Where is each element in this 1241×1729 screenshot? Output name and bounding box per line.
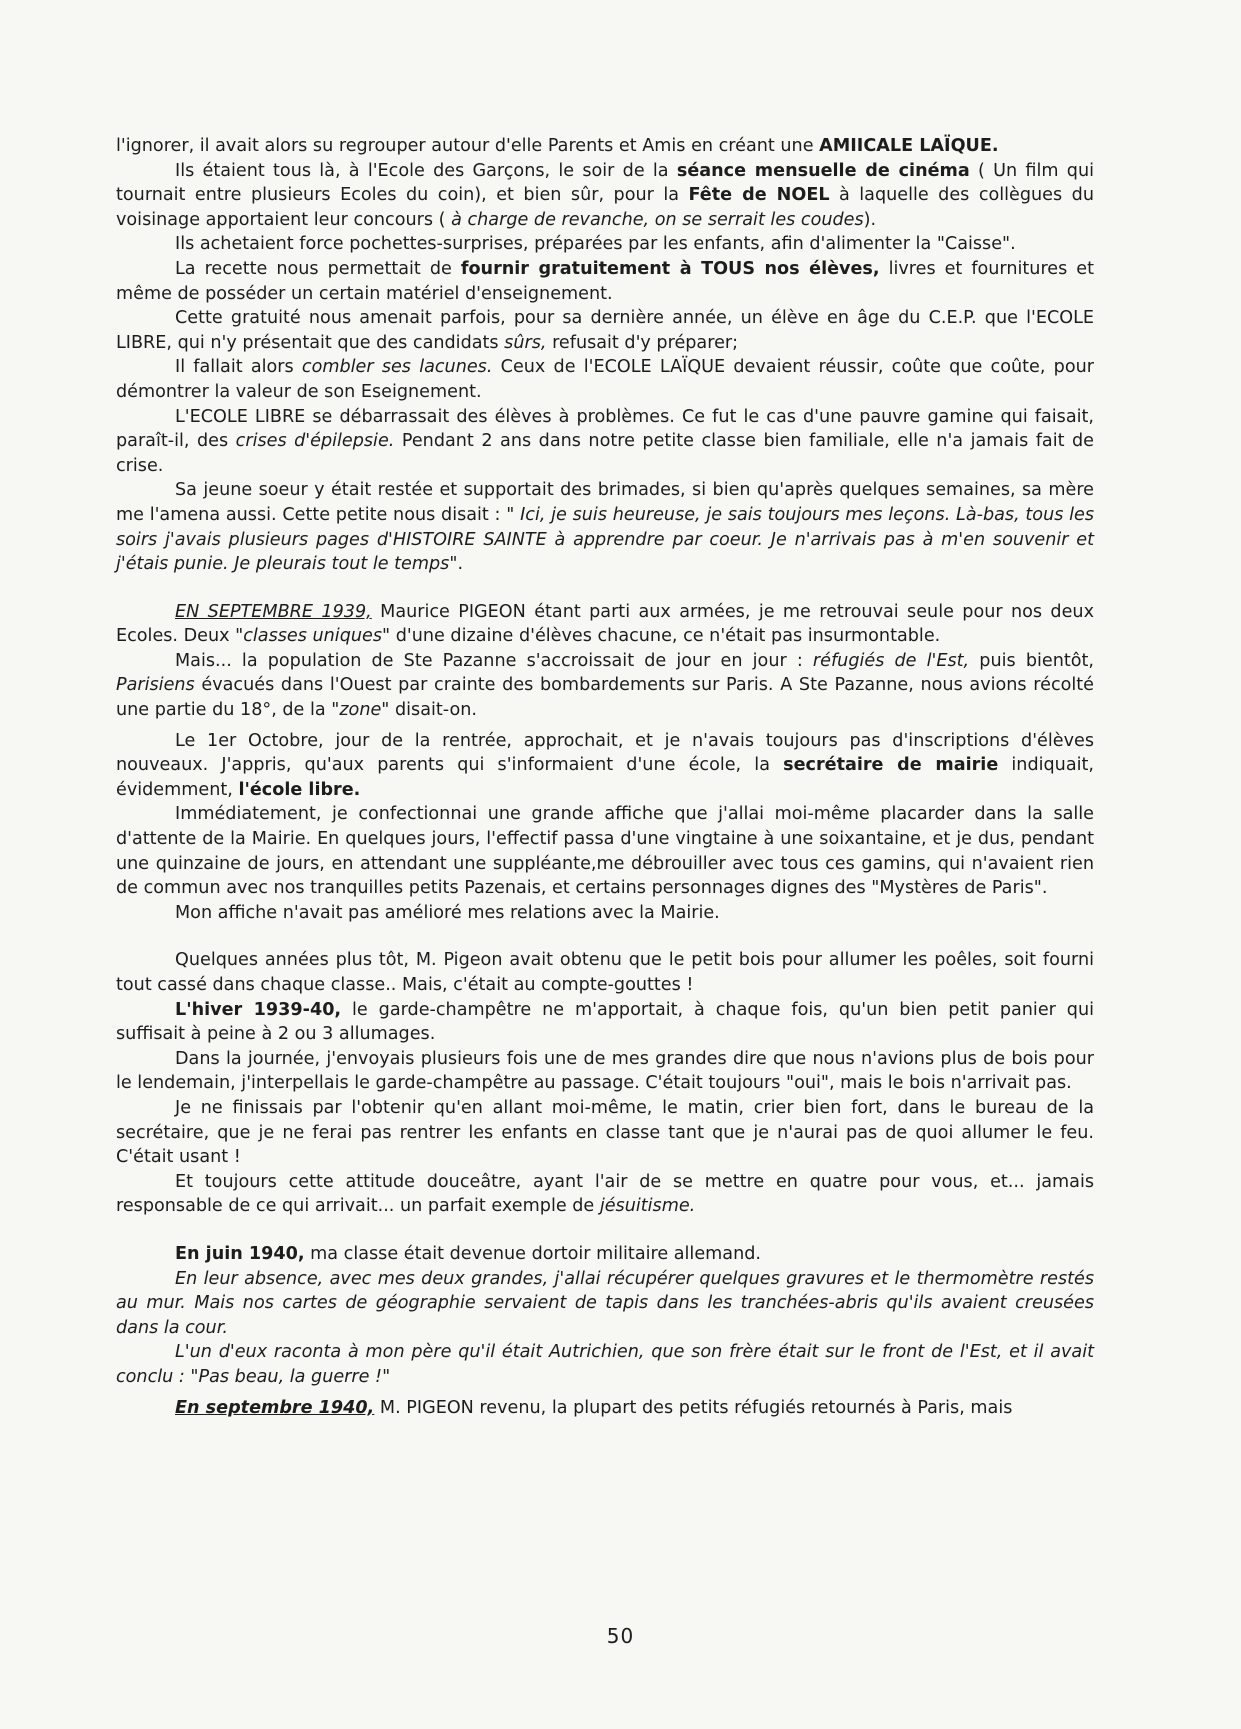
paragraph: Et toujours cette attitude douceâtre, ayant l'air de se mettre en quatre pour vous, et... jamais responsable de ce qui arrivait... un parfait exemple de jésuitisme. — [116, 1171, 1094, 1217]
paragraph: Il fallait alors combler ses lacunes. Ceux de l'ECOLE LAÏQUE devaient réussir, coûte que coûte, pour démontrer la valeur de son Eseignement. — [116, 357, 1094, 402]
paragraph: EN SEPTEMBRE 1939, Maurice PIGEON étant parti aux armées, je me retrouvai seule pour nos deux Ecoles. Deux "classes uniques" d'une dizaine d'élèves chacune, ce n'était pas insurmontable. — [116, 601, 1094, 647]
page-number: 50 — [606, 1624, 635, 1648]
paragraph: Le 1er Octobre, jour de la rentrée, approchait, et je n'avais toujours pas d'inscriptions d'élèves nouveaux. J'appris, qu'aux parents qui s'informaient d'une école, la secrétaire de mairie indiquait, évidemment, l'école libre. — [116, 730, 1094, 800]
paragraph: Ils achetaient force pochettes-surprises, préparées par les enfants, afin d'alimenter la "Caisse". — [175, 234, 1016, 255]
paragraph: En septembre 1940, M. PIGEON revenu, la plupart des petits réfugiés retournés à Paris, mais — [175, 1397, 1013, 1418]
paragraph: Je ne finissais par l'obtenir qu'en allant moi-même, le matin, crier bien fort, dans le bureau de la secrétaire, que je ne ferai pas rentrer les enfants en classe tant que je n'aurai pas de quoi allumer le feu. C'était usant ! — [116, 1097, 1094, 1168]
paragraph: Sa jeune soeur y était restée et supportait des brimades, si bien qu'après quelques semaines, sa mère me l'amena aussi. Cette petite nous disait : " Ici, je suis heureuse, je sais toujours mes leçons. Là-bas, tous les soirs j'avais plusieurs pages d'HISTOIRE SAINTE à apprendre par coeur. Je n'arrivais pas à m'en souvenir et j'étais punie. Je pleurais tout le temps". — [116, 480, 1095, 575]
paragraph: En leur absence, avec mes deux grandes, j'allai récupérer quelques gravures et le thermomètre restés au mur. Mais nos cartes de géographie servaient de tapis dans les tranchées-abris qu'ils avaient creusées dans la cour. — [116, 1268, 1094, 1338]
paragraph: Mon affiche n'avait pas amélioré mes relations avec la Mairie. — [175, 902, 720, 923]
paragraph: L'ECOLE LIBRE se débarrassait des élèves à problèmes. Ce fut le cas d'une pauvre gamine qui faisait, paraît-il, des crises d'épilepsie. Pendant 2 ans dans notre petite classe bien familiale, elle n'a jamais fait de crise. — [116, 406, 1095, 476]
paragraph: L'hiver 1939-40, le garde-champêtre ne m'apportait, à chaque fois, qu'un bien petit panier qui suffisait à peine à 2 ou 3 allumages. — [116, 999, 1094, 1045]
body-text — [116, 134, 1094, 1420]
paragraph: Mais... la population de Ste Pazanne s'accroissait de jour en jour : réfugiés de l'Est, puis bientôt, Parisiens évacués dans l'Ouest par crainte des bombardements sur Paris. A Ste Pazanne, nous avions récolté une partie du 18°, de la "zone" disait-on. — [116, 650, 1094, 721]
paragraph: l'ignorer, il avait alors su regrouper autour d'elle Parents et Amis en créant une AMIICALE LAÏQUE. — [116, 136, 999, 156]
paragraph: Quelques années plus tôt, M. Pigeon avait obtenu que le petit bois pour allumer les poêles, soit fourni tout cassé dans chaque classe.. Mais, c'était au compte-gouttes ! — [116, 950, 1094, 995]
amicale-laique-bold: AMIICALE LAÏQUE. — [819, 136, 999, 156]
date-heading: EN SEPTEMBRE 1939, — [175, 601, 372, 622]
paragraph: En juin 1940, ma classe était devenue dortoir militaire allemand. — [175, 1243, 761, 1264]
paragraph: La recette nous permettait de fournir gratuitement à TOUS nos élèves, livres et fournitures et même de posséder un certain matériel d'enseignement. — [116, 258, 1094, 304]
paragraph: Immédiatement, je confectionnai une grande affiche que j'allai moi-même placarder dans la salle d'attente de la Mairie. En quelques jours, l'effectif passa d'une vingtaine à une soixantaine, et je dus, pendant une quinzaine de jours, en attendant une suppléante,me débrouiller avec tous ces gamins, qui n'avaient rien de commun avec nos tranquilles petits Pazenais, et certains personnages dignes des "Mystères de Paris". — [116, 804, 1094, 899]
paragraph: Cette gratuité nous amenait parfois, pour sa dernière année, un élève en âge du C.E.P. que l'ECOLE LIBRE, qui n'y présentait que des candidats sûrs, refusait d'y préparer; — [116, 308, 1094, 353]
paragraph: Dans la journée, j'envoyais plusieurs fois une de mes grandes dire que nous n'avions plus de bois pour le lendemain, j'interpellais le garde-champêtre au passage. C'était toujours "oui", mais le bois n'arrivait pas. — [116, 1048, 1094, 1094]
paragraph: Ils étaient tous là, à l'Ecole des Garçons, le soir de la séance mensuelle de cinéma ( Un film qui tournait entre plusieurs Ecoles du coin), et bien sûr, pour la Fête de NOEL à laquelle des collègues du voisinage apportaient leur concours ( à charge de revanche, on se serrait les coudes). — [116, 160, 1094, 230]
date-heading: En septembre 1940, — [175, 1397, 375, 1418]
paragraph: L'un d'eux raconta à mon père qu'il était Autrichien, que son frère était sur le front de l'Est, et il avait conclu : "Pas beau, la guerre !" — [116, 1342, 1094, 1387]
